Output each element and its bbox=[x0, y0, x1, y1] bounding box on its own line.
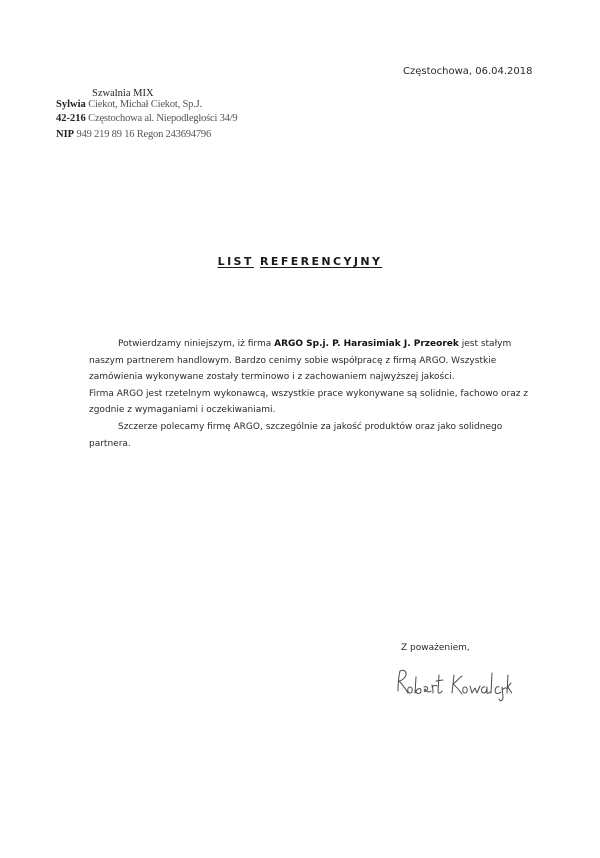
stamp-nip-label: NIP bbox=[56, 129, 75, 140]
letter-date: Częstochowa, 06.04.2018 bbox=[403, 66, 533, 77]
company-name-bold: ARGO Sp.j. P. Harasimiak J. Przeorek bbox=[274, 339, 459, 349]
title-word-2: REFERENCYJNY bbox=[260, 255, 383, 268]
paragraph-2: Firma ARGO jest rzetelnym wykonawcą, wszystkie prace wykonywane są solidnie, fachowo oraz z zgodnie z wymaganiami i oczekiwaniami. bbox=[89, 388, 529, 416]
stamp-owners-bold: Sylwia bbox=[56, 99, 86, 110]
stamp-owners-rest: Ciekot, Michał Ciekot, Sp.J. bbox=[85, 99, 202, 110]
stamp-address-line bbox=[56, 113, 237, 124]
stamp-postal-code: 42-216 bbox=[56, 113, 86, 124]
stamp-nip-rest: 949 219 89 16 Regon 243694796 bbox=[74, 129, 212, 140]
handwritten-signature bbox=[392, 665, 512, 710]
title-word-1: LIST bbox=[217, 255, 254, 268]
stamp-owners-line bbox=[56, 99, 202, 110]
stamp-nip-line bbox=[56, 129, 211, 140]
paragraph-1 bbox=[89, 336, 529, 386]
stamp-company-name: Szwalnia MIX bbox=[92, 88, 154, 99]
paragraph-3: Szczerze polecamy firmę ARGO, szczególnie za jakość produktów oraz jako solidnego partnera. bbox=[89, 421, 503, 449]
letter-body bbox=[89, 336, 529, 452]
paragraph-1-end: jest stałym naszym partnerem handlowym. Bardzo cenimy sobie współpracę z firmą ARGO. Wszystkie zamówienia wykonywane zostały terminowo i z zachowaniem najwyższej jakości. bbox=[89, 339, 512, 383]
closing-salutation: Z poważeniem, bbox=[401, 643, 470, 653]
signature-drawing bbox=[392, 665, 512, 705]
paragraph-1-start: Potwierdzamy niniejszym, iż firma bbox=[118, 339, 275, 349]
stamp-address-rest: Częstochowa al. Niepodległości 34/9 bbox=[85, 113, 238, 124]
letter-title bbox=[0, 255, 600, 268]
